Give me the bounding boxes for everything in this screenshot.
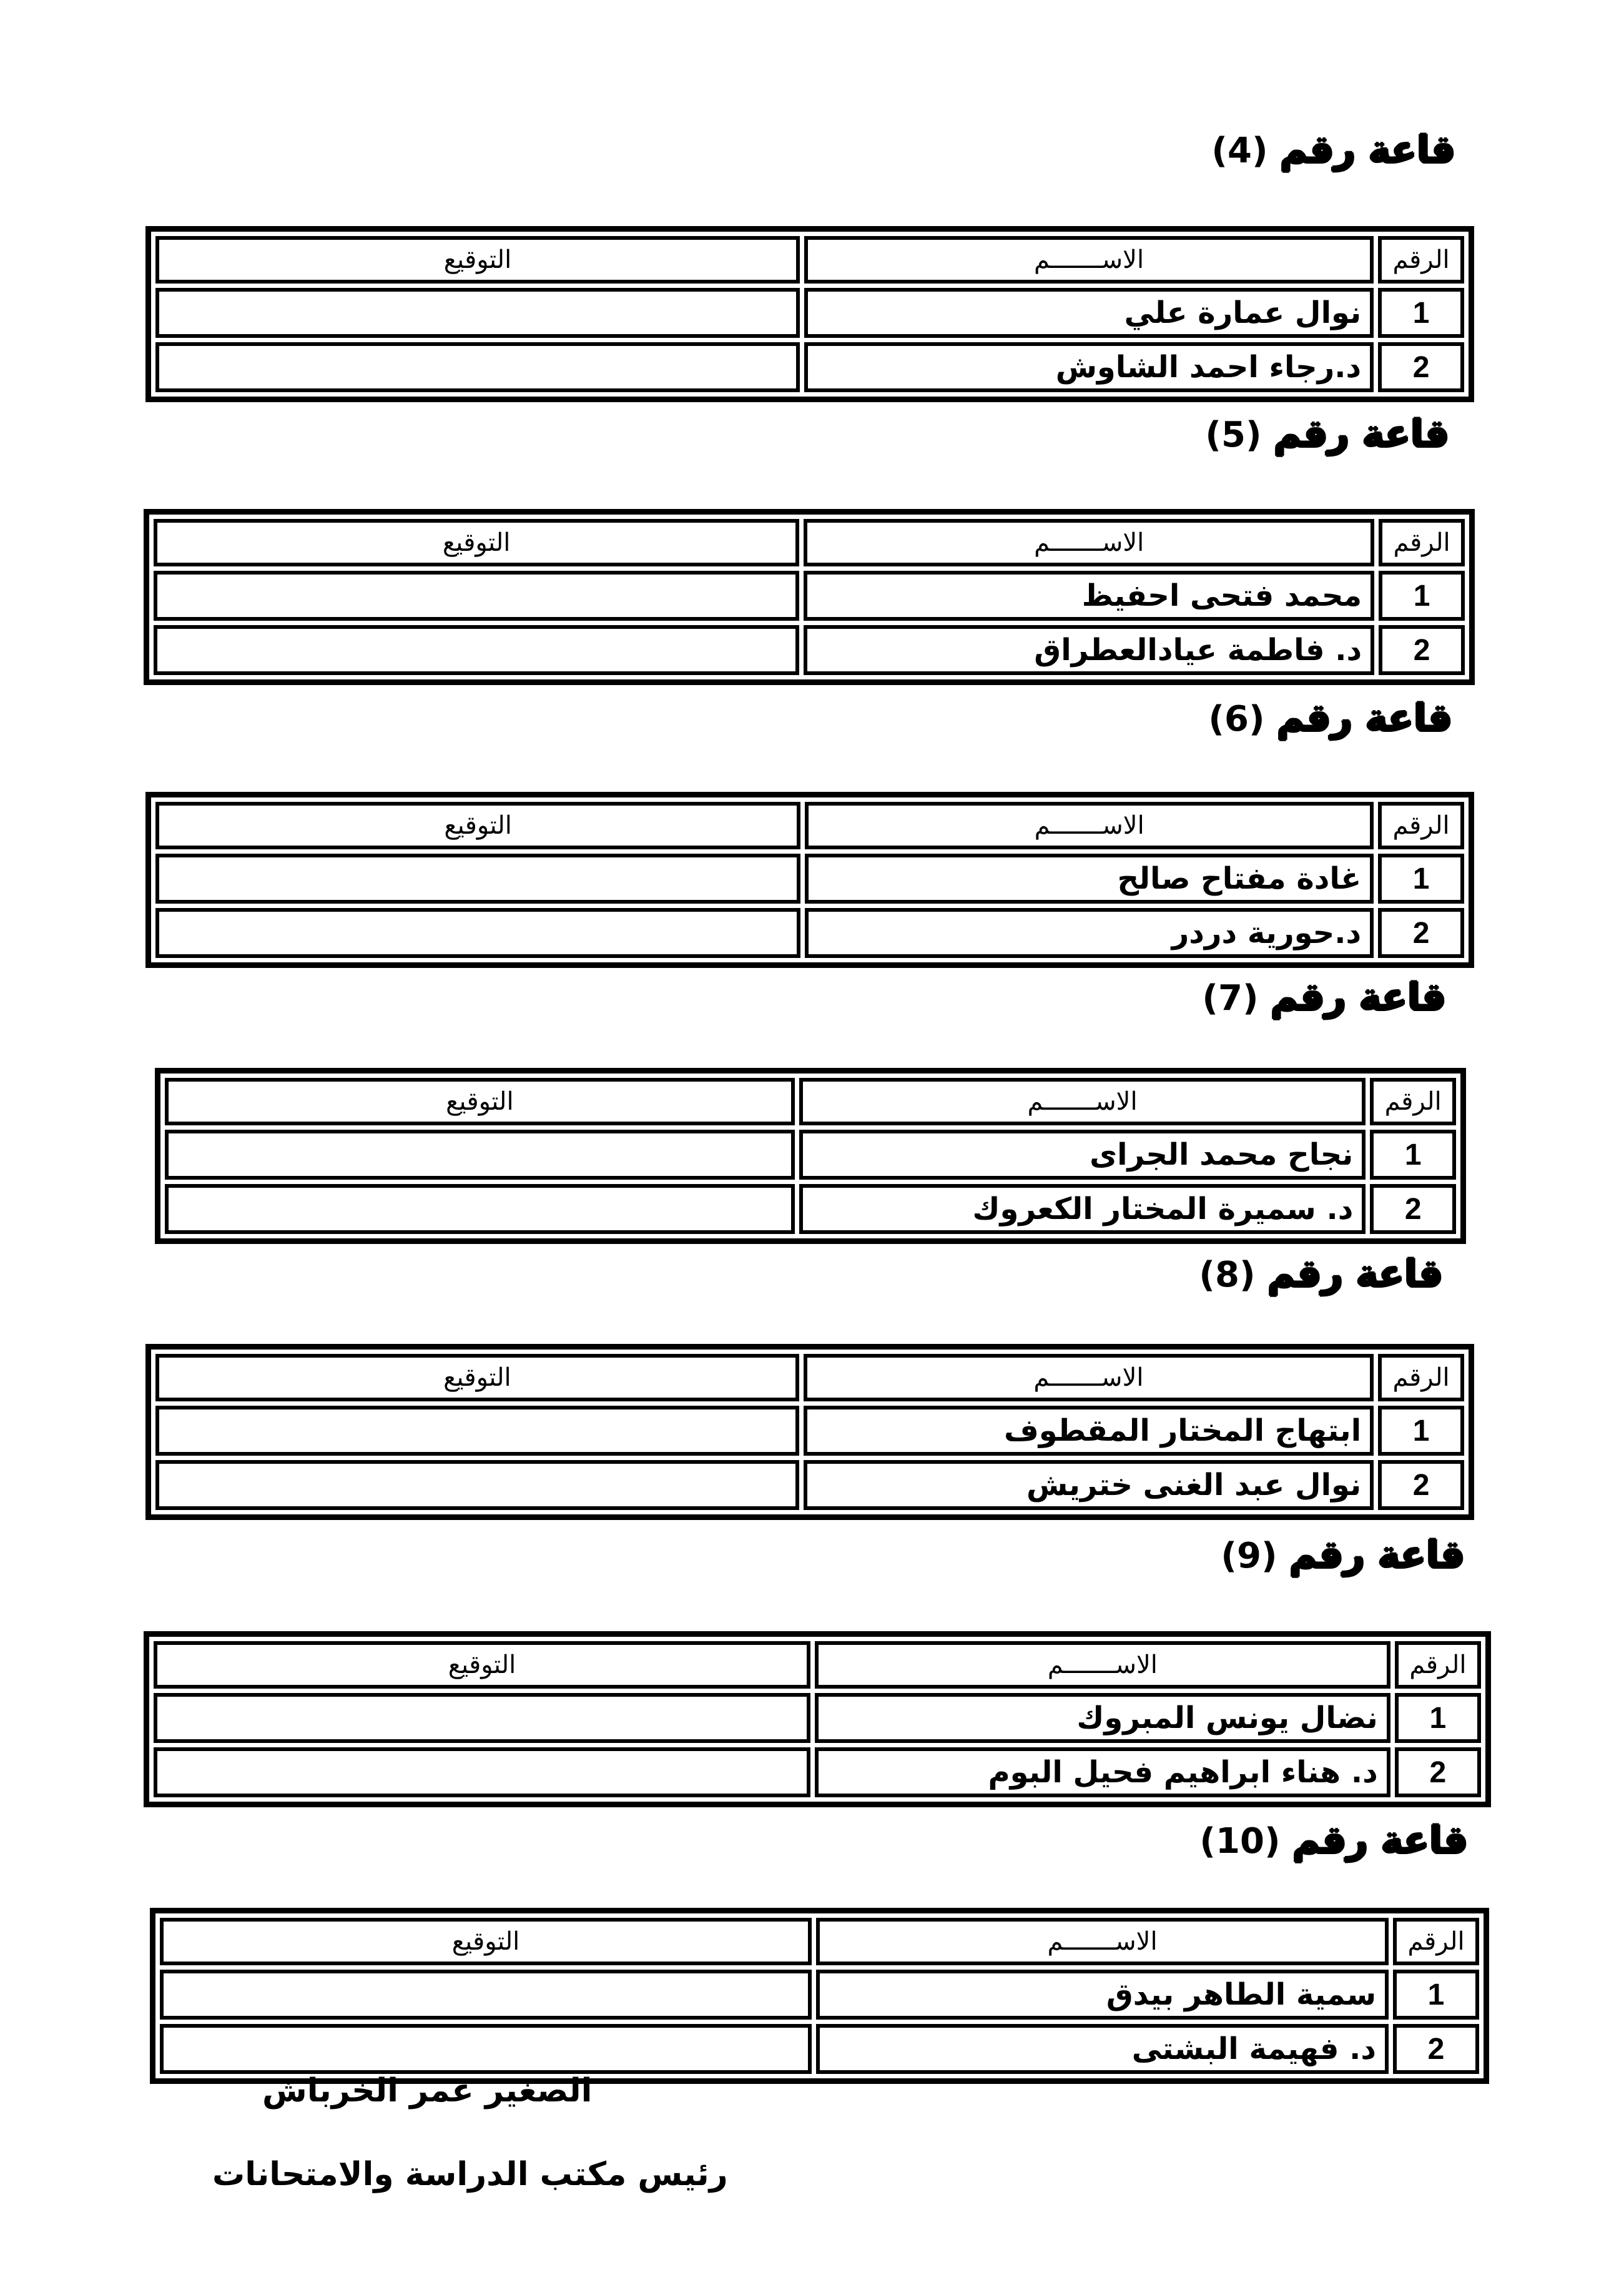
row-name: د. فاطمة عيادالعطراق (804, 625, 1374, 675)
row-signature-cell (160, 2024, 812, 2074)
hall-title-number: (9) (1221, 1536, 1277, 1576)
header-name: الاســـــــم (804, 236, 1374, 284)
header-signature: التوقيع (155, 1354, 799, 1401)
hall-title (1199, 1252, 1443, 1297)
row-name: نجاح محمد الجراى (799, 1130, 1366, 1180)
table-header-row (154, 1641, 1481, 1689)
header-name: الاســـــــم (815, 1641, 1390, 1689)
hall-table (145, 226, 1474, 402)
header-name: الاســـــــم (804, 1354, 1374, 1401)
row-number: 1 (1393, 1970, 1479, 2020)
hall-table (150, 1908, 1489, 2084)
table-row (155, 1460, 1464, 1510)
row-name: ابتهاج المختار المقطوف (804, 1406, 1374, 1456)
header-name: الاســـــــم (805, 802, 1374, 849)
table-header-row (154, 519, 1465, 566)
row-number: 2 (1393, 2024, 1479, 2074)
row-number: 1 (1378, 854, 1464, 904)
table-row (160, 1970, 1479, 2020)
row-signature-cell (155, 288, 800, 338)
header-number: الرقم (1378, 802, 1464, 849)
header-number: الرقم (1378, 1354, 1464, 1401)
row-signature-cell (155, 342, 800, 392)
table-row (155, 1406, 1464, 1456)
table-header-row (155, 236, 1464, 284)
row-signature-cell (154, 1693, 810, 1743)
table-row (165, 1184, 1456, 1234)
table-row (154, 571, 1465, 621)
row-number: 2 (1378, 1460, 1464, 1510)
row-signature-cell (165, 1184, 795, 1234)
row-number: 1 (1395, 1693, 1481, 1743)
hall-title-label: قاعة رقم (1280, 128, 1455, 172)
hall-title-number: (7) (1202, 978, 1259, 1019)
hall-title-label: قاعة رقم (1292, 1819, 1468, 1862)
header-number: الرقم (1379, 519, 1465, 566)
row-number: 1 (1370, 1130, 1456, 1180)
row-signature-cell (155, 854, 800, 904)
table-row (155, 342, 1464, 392)
table-row (155, 908, 1464, 958)
row-number: 1 (1379, 571, 1465, 621)
row-name: د. هناء ابراهيم فحيل البوم (815, 1747, 1390, 1797)
row-signature-cell (165, 1130, 795, 1180)
table-header-row (165, 1078, 1456, 1125)
hall-title-label: قاعة رقم (1271, 975, 1446, 1019)
header-signature: التوقيع (165, 1078, 795, 1125)
row-number: 1 (1378, 288, 1464, 338)
row-name: نوال عمارة علي (804, 288, 1374, 338)
hall-title-label: قاعة رقم (1267, 1252, 1443, 1296)
header-signature: التوقيع (155, 236, 800, 284)
table-header-row (160, 1918, 1479, 1965)
hall-title (1202, 975, 1446, 1020)
hall-table (145, 792, 1474, 968)
hall-table (155, 1068, 1466, 1244)
hall-title-label: قاعة رقم (1277, 696, 1452, 740)
row-signature-cell (155, 1406, 799, 1456)
hall-title-number: (8) (1199, 1255, 1256, 1295)
header-name: الاســـــــم (799, 1078, 1366, 1125)
hall-title-number: (4) (1211, 131, 1268, 171)
table-header-row (155, 802, 1464, 849)
hall-title-label: قاعة رقم (1289, 1533, 1465, 1577)
hall-title (1205, 412, 1449, 457)
hall-table (145, 1344, 1474, 1520)
row-number: 2 (1379, 625, 1465, 675)
signatory-name: الصغير عمر الخرباش (262, 2072, 593, 2110)
row-signature-cell (155, 1460, 799, 1510)
header-signature: التوقيع (155, 802, 800, 849)
header-signature: التوقيع (154, 519, 799, 566)
header-name: الاســـــــم (816, 1918, 1389, 1965)
row-number: 1 (1378, 1406, 1464, 1456)
table-row (154, 1693, 1481, 1743)
row-signature-cell (154, 625, 799, 675)
hall-title-label: قاعة رقم (1274, 412, 1449, 456)
row-name: نوال عبد الغنى ختريش (804, 1460, 1374, 1510)
table-row (154, 1747, 1481, 1797)
row-signature-cell (160, 1970, 812, 2020)
row-name: د. سميرة المختار الكعروك (799, 1184, 1366, 1234)
hall-title (1221, 1533, 1465, 1578)
hall-table (144, 1631, 1491, 1807)
hall-title (1208, 696, 1452, 741)
signatory-title: رئيس مكتب الدراسة والامتحانات (212, 2156, 728, 2193)
hall-title-number: (6) (1208, 699, 1265, 739)
row-name: د.رجاء احمد الشاوش (804, 342, 1374, 392)
row-name: محمد فتحى احفيظ (804, 571, 1374, 621)
row-number: 2 (1395, 1747, 1481, 1797)
row-name: نضال يونس المبروك (815, 1693, 1390, 1743)
hall-table (144, 509, 1475, 685)
header-name: الاســـــــم (804, 519, 1374, 566)
row-name: د. فهيمة البشتى (816, 2024, 1389, 2074)
row-number: 2 (1370, 1184, 1456, 1234)
header-number: الرقم (1370, 1078, 1456, 1125)
table-header-row (155, 1354, 1464, 1401)
table-row (154, 625, 1465, 675)
header-number: الرقم (1393, 1918, 1479, 1965)
hall-title-number: (10) (1199, 1821, 1281, 1862)
row-signature-cell (155, 908, 800, 958)
row-signature-cell (154, 1747, 810, 1797)
header-number: الرقم (1395, 1641, 1481, 1689)
row-name: د.حورية دردر (805, 908, 1374, 958)
table-row (155, 288, 1464, 338)
header-signature: التوقيع (154, 1641, 810, 1689)
table-row (155, 854, 1464, 904)
row-signature-cell (154, 571, 799, 621)
hall-title (1211, 128, 1455, 173)
header-signature: التوقيع (160, 1918, 812, 1965)
row-number: 2 (1378, 342, 1464, 392)
table-row (165, 1130, 1456, 1180)
row-name: غادة مفتاح صالح (805, 854, 1374, 904)
hall-title (1199, 1819, 1468, 1863)
hall-title-number: (5) (1205, 415, 1262, 455)
row-name: سمية الطاهر بيدق (816, 1970, 1389, 2020)
table-row (160, 2024, 1479, 2074)
row-number: 2 (1378, 908, 1464, 958)
header-number: الرقم (1378, 236, 1464, 284)
